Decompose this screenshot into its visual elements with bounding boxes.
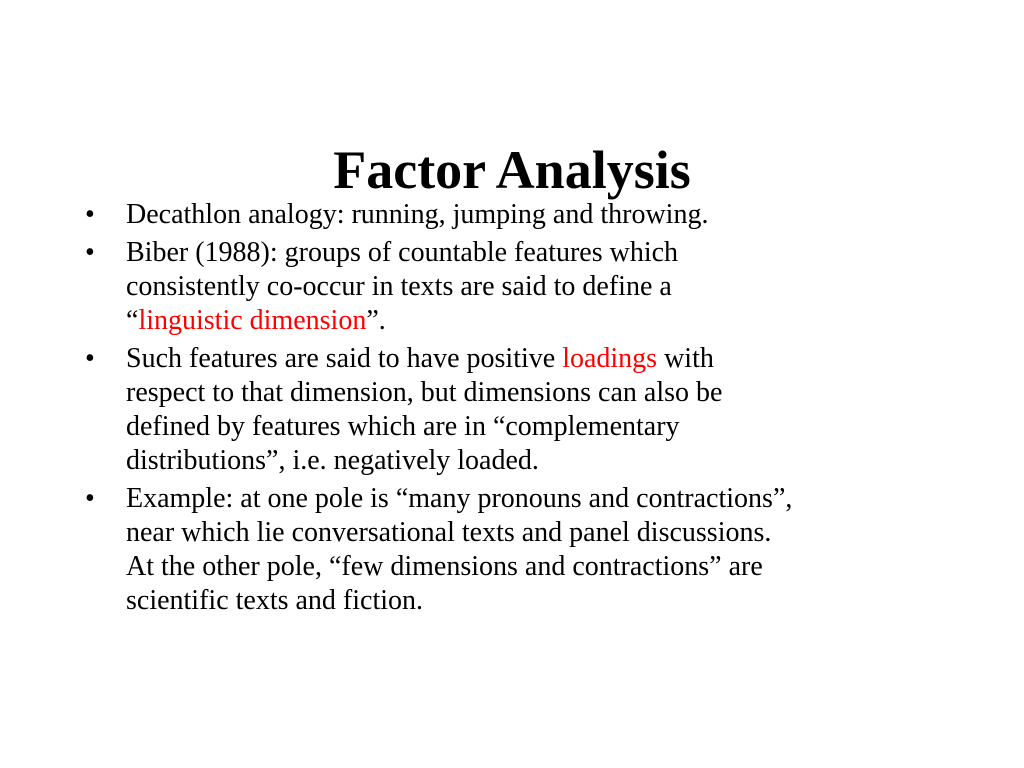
text-segment: with <box>664 343 714 374</box>
bullet-line: defined by features which are in “complementary <box>126 411 680 442</box>
slide-title: Factor Analysis <box>333 140 691 201</box>
bullet-icon: • <box>85 199 95 230</box>
quote-close: ”. <box>366 305 386 336</box>
bullet-icon: • <box>85 237 95 268</box>
bullet-line: respect to that dimension, but dimensions can also be <box>126 377 723 408</box>
bullet-item-biber <box>80 236 960 338</box>
bullet-line: Example: at one pole is “many pronouns and contractions”, <box>126 483 793 514</box>
bullet-line <box>126 304 960 338</box>
bullet-line: scientific texts and fiction. <box>126 585 424 616</box>
bullet-line: Decathlon analogy: running, jumping and throwing. <box>126 199 709 230</box>
bullet-line: distributions”, i.e. negatively loaded. <box>126 445 539 476</box>
quote-open: “ <box>126 305 139 336</box>
highlight-linguistic-dimension: linguistic dimension <box>138 305 367 336</box>
bullet-item-loadings <box>80 342 960 478</box>
bullet-list <box>80 198 960 622</box>
highlight-loadings: loadings <box>562 343 658 374</box>
bullet-line: Biber (1988): groups of countable features which <box>126 237 679 268</box>
bullet-line <box>126 342 960 376</box>
text-segment: Such features are said to have positive <box>126 343 556 374</box>
bullet-line: near which lie conversational texts and panel discussions. <box>126 517 772 548</box>
bullet-icon: • <box>85 483 95 514</box>
bullet-line: At the other pole, “few dimensions and contractions” are <box>126 551 763 582</box>
bullet-item-example <box>80 482 960 618</box>
bullet-item-decathlon <box>80 198 960 232</box>
bullet-line: consistently co-occur in texts are said to define a <box>126 271 672 302</box>
bullet-icon: • <box>85 343 95 374</box>
